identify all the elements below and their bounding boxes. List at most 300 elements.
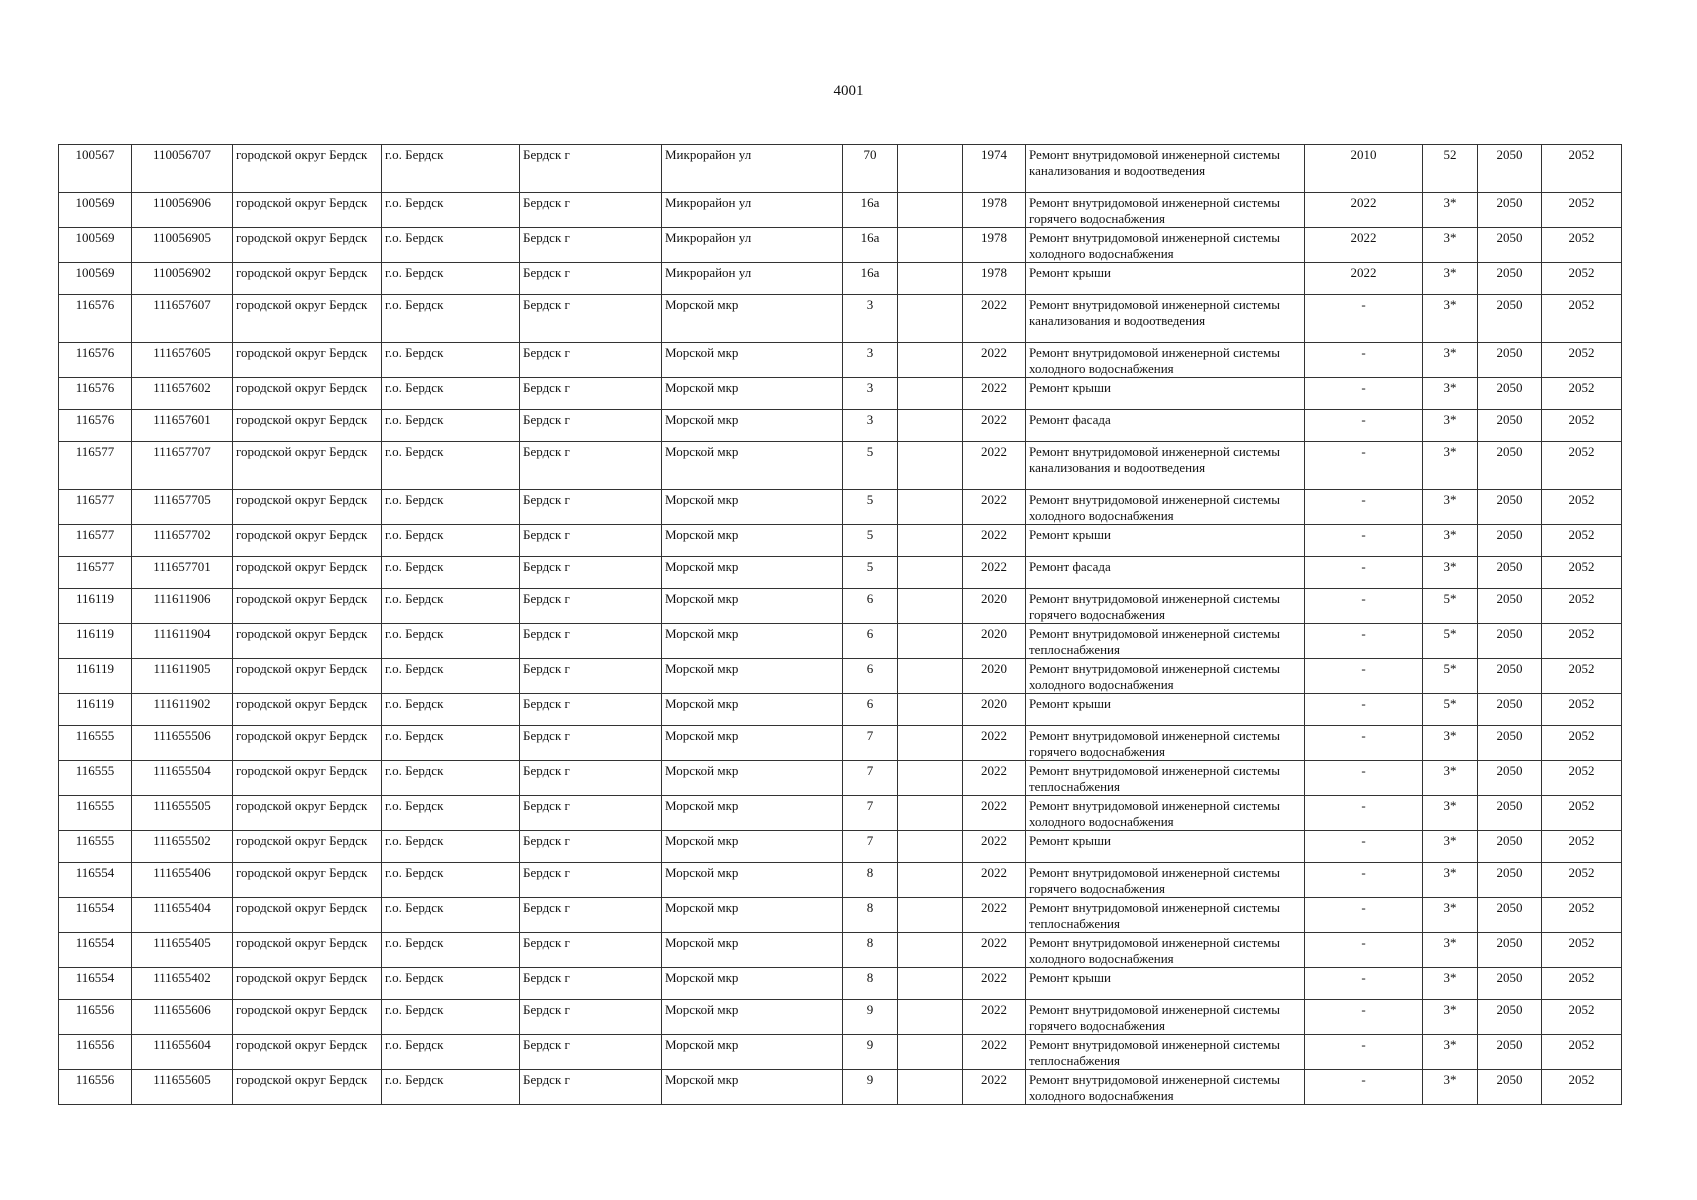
row-id-cell: 100567 — [59, 145, 132, 193]
table-row — [59, 694, 1622, 726]
work-type-cell: Ремонт внутридомовой инженерной системы горячего водоснабжения — [1026, 726, 1305, 761]
house-number-cell: 7 — [843, 796, 898, 831]
house-number-cell: 7 — [843, 831, 898, 863]
element-id-cell: 111611904 — [132, 624, 233, 659]
district-cell: г.о. Бердск — [382, 145, 520, 193]
last-repair-year-cell: - — [1305, 796, 1423, 831]
year-built-cell: 2022 — [963, 968, 1026, 1000]
plan-end-cell: 2052 — [1542, 557, 1622, 589]
house-number-cell: 5 — [843, 525, 898, 557]
district-cell: г.о. Бердск — [382, 490, 520, 525]
year-built-cell: 2022 — [963, 726, 1026, 761]
last-repair-year-cell: - — [1305, 525, 1423, 557]
element-id-cell: 111655604 — [132, 1035, 233, 1070]
work-type-cell: Ремонт крыши — [1026, 263, 1305, 295]
table-row — [59, 442, 1622, 490]
plan-start-cell: 2050 — [1478, 1000, 1542, 1035]
house-number-cell: 8 — [843, 898, 898, 933]
city-cell: Бердск г — [520, 193, 662, 228]
work-type-cell: Ремонт внутридомовой инженерной системы горячего водоснабжения — [1026, 589, 1305, 624]
plan-end-cell: 2052 — [1542, 831, 1622, 863]
municipality-cell: городской округ Бердск — [233, 442, 382, 490]
street-cell: Морской мкр — [662, 933, 843, 968]
district-cell: г.о. Бердск — [382, 378, 520, 410]
municipality-cell: городской округ Бердск — [233, 726, 382, 761]
house-number-cell: 5 — [843, 557, 898, 589]
city-cell: Бердск г — [520, 898, 662, 933]
element-id-cell: 111657607 — [132, 295, 233, 343]
wear-value-cell: 3* — [1423, 1070, 1478, 1105]
street-cell: Микрорайон ул — [662, 228, 843, 263]
plan-end-cell: 2052 — [1542, 343, 1622, 378]
district-cell: г.о. Бердск — [382, 624, 520, 659]
wear-value-cell: 3* — [1423, 525, 1478, 557]
work-type-cell: Ремонт внутридомовой инженерной системы холодного водоснабжения — [1026, 490, 1305, 525]
last-repair-year-cell: - — [1305, 490, 1423, 525]
page-number: 4001 — [833, 83, 864, 99]
wear-value-cell: 3* — [1423, 1000, 1478, 1035]
city-cell: Бердск г — [520, 968, 662, 1000]
last-repair-year-cell: - — [1305, 694, 1423, 726]
year-built-cell: 2020 — [963, 624, 1026, 659]
last-repair-year-cell: - — [1305, 726, 1423, 761]
table-row — [59, 761, 1622, 796]
plan-end-cell: 2052 — [1542, 193, 1622, 228]
district-cell: г.о. Бердск — [382, 228, 520, 263]
city-cell: Бердск г — [520, 410, 662, 442]
plan-start-cell: 2050 — [1478, 442, 1542, 490]
element-id-cell: 110056902 — [132, 263, 233, 295]
work-type-cell: Ремонт внутридомовой инженерной системы холодного водоснабжения — [1026, 933, 1305, 968]
plan-start-cell: 2050 — [1478, 193, 1542, 228]
row-id-cell: 116555 — [59, 761, 132, 796]
house-number-cell: 5 — [843, 442, 898, 490]
table-row — [59, 1035, 1622, 1070]
table-row — [59, 525, 1622, 557]
district-cell: г.о. Бердск — [382, 263, 520, 295]
year-built-cell: 2020 — [963, 589, 1026, 624]
municipality-cell: городской округ Бердск — [233, 863, 382, 898]
district-cell: г.о. Бердск — [382, 343, 520, 378]
district-cell: г.о. Бердск — [382, 1070, 520, 1105]
city-cell: Бердск г — [520, 228, 662, 263]
building-cell — [898, 933, 963, 968]
element-id-cell: 111655402 — [132, 968, 233, 1000]
municipality-cell: городской округ Бердск — [233, 1070, 382, 1105]
plan-start-cell: 2050 — [1478, 831, 1542, 863]
work-type-cell: Ремонт внутридомовой инженерной системы горячего водоснабжения — [1026, 1000, 1305, 1035]
plan-end-cell: 2052 — [1542, 525, 1622, 557]
row-id-cell: 116119 — [59, 694, 132, 726]
municipality-cell: городской округ Бердск — [233, 933, 382, 968]
work-type-cell: Ремонт крыши — [1026, 525, 1305, 557]
last-repair-year-cell: - — [1305, 761, 1423, 796]
table-row — [59, 659, 1622, 694]
row-id-cell: 100569 — [59, 228, 132, 263]
municipality-cell: городской округ Бердск — [233, 694, 382, 726]
wear-value-cell: 3* — [1423, 898, 1478, 933]
wear-value-cell: 3* — [1423, 557, 1478, 589]
year-built-cell: 2022 — [963, 1035, 1026, 1070]
element-id-cell: 111657601 — [132, 410, 233, 442]
element-id-cell: 111657707 — [132, 442, 233, 490]
building-cell — [898, 1070, 963, 1105]
city-cell: Бердск г — [520, 295, 662, 343]
building-cell — [898, 193, 963, 228]
street-cell: Морской мкр — [662, 968, 843, 1000]
work-type-cell: Ремонт внутридомовой инженерной системы канализования и водоотведения — [1026, 442, 1305, 490]
year-built-cell: 2022 — [963, 295, 1026, 343]
plan-start-cell: 2050 — [1478, 1035, 1542, 1070]
plan-start-cell: 2050 — [1478, 1070, 1542, 1105]
row-id-cell: 116555 — [59, 831, 132, 863]
house-number-cell: 7 — [843, 761, 898, 796]
row-id-cell: 116554 — [59, 968, 132, 1000]
plan-end-cell: 2052 — [1542, 726, 1622, 761]
city-cell: Бердск г — [520, 1000, 662, 1035]
plan-start-cell: 2050 — [1478, 343, 1542, 378]
wear-value-cell: 3* — [1423, 410, 1478, 442]
house-number-cell: 8 — [843, 968, 898, 1000]
last-repair-year-cell: - — [1305, 410, 1423, 442]
wear-value-cell: 3* — [1423, 761, 1478, 796]
building-cell — [898, 145, 963, 193]
row-id-cell: 116119 — [59, 624, 132, 659]
capital-repair-table — [58, 144, 1622, 1105]
municipality-cell: городской округ Бердск — [233, 796, 382, 831]
plan-end-cell: 2052 — [1542, 145, 1622, 193]
plan-start-cell: 2050 — [1478, 557, 1542, 589]
building-cell — [898, 589, 963, 624]
year-built-cell: 2022 — [963, 557, 1026, 589]
district-cell: г.о. Бердск — [382, 193, 520, 228]
row-id-cell: 116576 — [59, 295, 132, 343]
building-cell — [898, 761, 963, 796]
district-cell: г.о. Бердск — [382, 525, 520, 557]
house-number-cell: 16а — [843, 263, 898, 295]
street-cell: Морской мкр — [662, 442, 843, 490]
street-cell: Морской мкр — [662, 378, 843, 410]
plan-start-cell: 2050 — [1478, 796, 1542, 831]
row-id-cell: 100569 — [59, 193, 132, 228]
work-type-cell: Ремонт крыши — [1026, 968, 1305, 1000]
element-id-cell: 110056707 — [132, 145, 233, 193]
plan-end-cell: 2052 — [1542, 694, 1622, 726]
row-id-cell: 116554 — [59, 933, 132, 968]
street-cell: Морской мкр — [662, 295, 843, 343]
element-id-cell: 111655606 — [132, 1000, 233, 1035]
wear-value-cell: 5* — [1423, 624, 1478, 659]
building-cell — [898, 490, 963, 525]
last-repair-year-cell: - — [1305, 659, 1423, 694]
city-cell: Бердск г — [520, 1070, 662, 1105]
element-id-cell: 111655406 — [132, 863, 233, 898]
house-number-cell: 8 — [843, 933, 898, 968]
plan-start-cell: 2050 — [1478, 968, 1542, 1000]
wear-value-cell: 3* — [1423, 295, 1478, 343]
row-id-cell: 116554 — [59, 863, 132, 898]
street-cell: Морской мкр — [662, 863, 843, 898]
element-id-cell: 111611905 — [132, 659, 233, 694]
plan-start-cell: 2050 — [1478, 589, 1542, 624]
municipality-cell: городской округ Бердск — [233, 624, 382, 659]
building-cell — [898, 410, 963, 442]
street-cell: Морской мкр — [662, 589, 843, 624]
wear-value-cell: 3* — [1423, 968, 1478, 1000]
building-cell — [898, 659, 963, 694]
city-cell: Бердск г — [520, 761, 662, 796]
plan-end-cell: 2052 — [1542, 442, 1622, 490]
city-cell: Бердск г — [520, 442, 662, 490]
municipality-cell: городской округ Бердск — [233, 968, 382, 1000]
building-cell — [898, 228, 963, 263]
row-id-cell: 116577 — [59, 490, 132, 525]
wear-value-cell: 3* — [1423, 726, 1478, 761]
row-id-cell: 116577 — [59, 557, 132, 589]
city-cell: Бердск г — [520, 589, 662, 624]
city-cell: Бердск г — [520, 831, 662, 863]
district-cell: г.о. Бердск — [382, 863, 520, 898]
element-id-cell: 111657702 — [132, 525, 233, 557]
city-cell: Бердск г — [520, 624, 662, 659]
year-built-cell: 2022 — [963, 933, 1026, 968]
plan-start-cell: 2050 — [1478, 659, 1542, 694]
last-repair-year-cell: 2022 — [1305, 193, 1423, 228]
year-built-cell: 2020 — [963, 694, 1026, 726]
plan-start-cell: 2050 — [1478, 726, 1542, 761]
work-type-cell: Ремонт внутридомовой инженерной системы холодного водоснабжения — [1026, 796, 1305, 831]
city-cell: Бердск г — [520, 726, 662, 761]
work-type-cell: Ремонт внутридомовой инженерной системы холодного водоснабжения — [1026, 659, 1305, 694]
street-cell: Морской мкр — [662, 490, 843, 525]
municipality-cell: городской округ Бердск — [233, 193, 382, 228]
table-row — [59, 796, 1622, 831]
table-row — [59, 295, 1622, 343]
plan-end-cell: 2052 — [1542, 378, 1622, 410]
element-id-cell: 111611906 — [132, 589, 233, 624]
building-cell — [898, 968, 963, 1000]
table-row — [59, 263, 1622, 295]
year-built-cell: 2022 — [963, 378, 1026, 410]
house-number-cell: 3 — [843, 295, 898, 343]
municipality-cell: городской округ Бердск — [233, 378, 382, 410]
work-type-cell: Ремонт фасада — [1026, 410, 1305, 442]
wear-value-cell: 3* — [1423, 933, 1478, 968]
city-cell: Бердск г — [520, 1035, 662, 1070]
row-id-cell: 116576 — [59, 410, 132, 442]
wear-value-cell: 3* — [1423, 343, 1478, 378]
row-id-cell: 116556 — [59, 1035, 132, 1070]
street-cell: Морской мкр — [662, 761, 843, 796]
plan-start-cell: 2050 — [1478, 410, 1542, 442]
last-repair-year-cell: - — [1305, 863, 1423, 898]
table-row — [59, 968, 1622, 1000]
last-repair-year-cell: - — [1305, 589, 1423, 624]
plan-start-cell: 2050 — [1478, 378, 1542, 410]
city-cell: Бердск г — [520, 557, 662, 589]
wear-value-cell: 5* — [1423, 589, 1478, 624]
plan-end-cell: 2052 — [1542, 228, 1622, 263]
year-built-cell: 2022 — [963, 898, 1026, 933]
street-cell: Морской мкр — [662, 1035, 843, 1070]
plan-start-cell: 2050 — [1478, 228, 1542, 263]
wear-value-cell: 3* — [1423, 193, 1478, 228]
element-id-cell: 110056905 — [132, 228, 233, 263]
street-cell: Морской мкр — [662, 796, 843, 831]
wear-value-cell: 3* — [1423, 263, 1478, 295]
plan-start-cell: 2050 — [1478, 933, 1542, 968]
table-row — [59, 863, 1622, 898]
municipality-cell: городской округ Бердск — [233, 831, 382, 863]
plan-start-cell: 2050 — [1478, 694, 1542, 726]
work-type-cell: Ремонт внутридомовой инженерной системы холодного водоснабжения — [1026, 228, 1305, 263]
last-repair-year-cell: 2022 — [1305, 263, 1423, 295]
table-row — [59, 624, 1622, 659]
city-cell: Бердск г — [520, 343, 662, 378]
table-row — [59, 145, 1622, 193]
year-built-cell: 2022 — [963, 1000, 1026, 1035]
municipality-cell: городской округ Бердск — [233, 343, 382, 378]
wear-value-cell: 3* — [1423, 863, 1478, 898]
wear-value-cell: 3* — [1423, 442, 1478, 490]
plan-end-cell: 2052 — [1542, 295, 1622, 343]
city-cell: Бердск г — [520, 525, 662, 557]
year-built-cell: 2022 — [963, 761, 1026, 796]
row-id-cell: 116556 — [59, 1000, 132, 1035]
street-cell: Морской мкр — [662, 1000, 843, 1035]
building-cell — [898, 726, 963, 761]
year-built-cell: 1978 — [963, 263, 1026, 295]
municipality-cell: городской округ Бердск — [233, 525, 382, 557]
city-cell: Бердск г — [520, 490, 662, 525]
year-built-cell: 2022 — [963, 863, 1026, 898]
table-row — [59, 557, 1622, 589]
house-number-cell: 6 — [843, 589, 898, 624]
table-row — [59, 898, 1622, 933]
element-id-cell: 111655405 — [132, 933, 233, 968]
element-id-cell: 111657602 — [132, 378, 233, 410]
municipality-cell: городской округ Бердск — [233, 410, 382, 442]
building-cell — [898, 898, 963, 933]
plan-end-cell: 2052 — [1542, 624, 1622, 659]
element-id-cell: 111657705 — [132, 490, 233, 525]
municipality-cell: городской округ Бердск — [233, 761, 382, 796]
wear-value-cell: 52 — [1423, 145, 1478, 193]
last-repair-year-cell: 2022 — [1305, 228, 1423, 263]
last-repair-year-cell: - — [1305, 831, 1423, 863]
work-type-cell: Ремонт крыши — [1026, 831, 1305, 863]
municipality-cell: городской округ Бердск — [233, 1000, 382, 1035]
last-repair-year-cell: - — [1305, 933, 1423, 968]
municipality-cell: городской округ Бердск — [233, 263, 382, 295]
street-cell: Морской мкр — [662, 831, 843, 863]
street-cell: Морской мкр — [662, 410, 843, 442]
city-cell: Бердск г — [520, 659, 662, 694]
house-number-cell: 3 — [843, 410, 898, 442]
plan-end-cell: 2052 — [1542, 1035, 1622, 1070]
plan-end-cell: 2052 — [1542, 863, 1622, 898]
element-id-cell: 111655504 — [132, 761, 233, 796]
year-built-cell: 2022 — [963, 1070, 1026, 1105]
street-cell: Морской мкр — [662, 343, 843, 378]
last-repair-year-cell: - — [1305, 378, 1423, 410]
plan-end-cell: 2052 — [1542, 1000, 1622, 1035]
table-row — [59, 726, 1622, 761]
street-cell: Морской мкр — [662, 525, 843, 557]
house-number-cell: 6 — [843, 659, 898, 694]
building-cell — [898, 624, 963, 659]
municipality-cell: городской округ Бердск — [233, 1035, 382, 1070]
wear-value-cell: 5* — [1423, 659, 1478, 694]
year-built-cell: 1978 — [963, 193, 1026, 228]
street-cell: Морской мкр — [662, 898, 843, 933]
city-cell: Бердск г — [520, 694, 662, 726]
municipality-cell: городской округ Бердск — [233, 295, 382, 343]
plan-end-cell: 2052 — [1542, 659, 1622, 694]
work-type-cell: Ремонт внутридомовой инженерной системы холодного водоснабжения — [1026, 1070, 1305, 1105]
plan-start-cell: 2050 — [1478, 525, 1542, 557]
table-row — [59, 1000, 1622, 1035]
house-number-cell: 6 — [843, 624, 898, 659]
year-built-cell: 2020 — [963, 659, 1026, 694]
last-repair-year-cell: - — [1305, 1070, 1423, 1105]
year-built-cell: 2022 — [963, 410, 1026, 442]
house-number-cell: 9 — [843, 1035, 898, 1070]
row-id-cell: 116556 — [59, 1070, 132, 1105]
building-cell — [898, 694, 963, 726]
street-cell: Микрорайон ул — [662, 263, 843, 295]
plan-end-cell: 2052 — [1542, 968, 1622, 1000]
plan-end-cell: 2052 — [1542, 933, 1622, 968]
district-cell: г.о. Бердск — [382, 933, 520, 968]
element-id-cell: 111655506 — [132, 726, 233, 761]
district-cell: г.о. Бердск — [382, 796, 520, 831]
building-cell — [898, 378, 963, 410]
plan-end-cell: 2052 — [1542, 410, 1622, 442]
work-type-cell: Ремонт внутридомовой инженерной системы теплоснабжения — [1026, 624, 1305, 659]
building-cell — [898, 525, 963, 557]
municipality-cell: городской округ Бердск — [233, 589, 382, 624]
year-built-cell: 2022 — [963, 490, 1026, 525]
element-id-cell: 110056906 — [132, 193, 233, 228]
plan-end-cell: 2052 — [1542, 796, 1622, 831]
last-repair-year-cell: - — [1305, 442, 1423, 490]
row-id-cell: 116119 — [59, 659, 132, 694]
building-cell — [898, 831, 963, 863]
wear-value-cell: 3* — [1423, 831, 1478, 863]
wear-value-cell: 3* — [1423, 490, 1478, 525]
municipality-cell: городской округ Бердск — [233, 490, 382, 525]
house-number-cell: 16а — [843, 228, 898, 263]
district-cell: г.о. Бердск — [382, 694, 520, 726]
table-row — [59, 1070, 1622, 1105]
plan-end-cell: 2052 — [1542, 761, 1622, 796]
year-built-cell: 2022 — [963, 442, 1026, 490]
plan-start-cell: 2050 — [1478, 624, 1542, 659]
building-cell — [898, 343, 963, 378]
work-type-cell: Ремонт внутридомовой инженерной системы горячего водоснабжения — [1026, 193, 1305, 228]
work-type-cell: Ремонт внутридомовой инженерной системы канализования и водоотведения — [1026, 145, 1305, 193]
street-cell: Микрорайон ул — [662, 145, 843, 193]
plan-end-cell: 2052 — [1542, 898, 1622, 933]
wear-value-cell: 3* — [1423, 228, 1478, 263]
last-repair-year-cell: - — [1305, 624, 1423, 659]
house-number-cell: 6 — [843, 694, 898, 726]
work-type-cell: Ремонт крыши — [1026, 694, 1305, 726]
district-cell: г.о. Бердск — [382, 968, 520, 1000]
table-row — [59, 589, 1622, 624]
row-id-cell: 116555 — [59, 726, 132, 761]
